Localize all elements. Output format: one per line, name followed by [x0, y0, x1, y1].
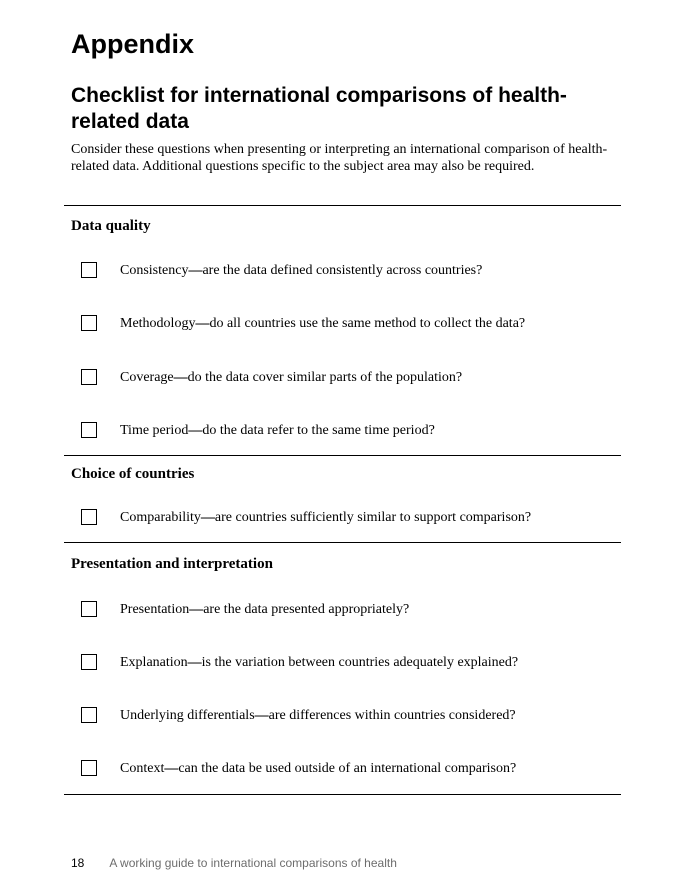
checkbox[interactable]	[81, 262, 97, 278]
item-term: Presentation	[120, 601, 190, 617]
page-footer	[71, 856, 397, 870]
item-question: are differences within countries considered?	[268, 707, 516, 723]
checklist-item-coverage	[81, 368, 462, 386]
item-text	[120, 654, 518, 671]
checkbox[interactable]	[81, 760, 97, 776]
checklist-item-explanation	[81, 653, 518, 671]
item-dash: —	[188, 262, 203, 278]
item-text	[120, 262, 482, 279]
checkbox[interactable]	[81, 601, 97, 617]
item-text	[120, 760, 516, 777]
checklist-item-methodology	[81, 314, 525, 332]
item-dash: —	[189, 601, 204, 617]
item-text	[120, 707, 516, 724]
section-divider	[64, 205, 621, 206]
checkbox[interactable]	[81, 654, 97, 670]
item-term: Explanation	[120, 654, 188, 670]
item-question: do the data cover similar parts of the population?	[187, 369, 463, 385]
item-term: Methodology	[120, 315, 196, 331]
item-term: Comparability	[120, 509, 201, 525]
item-dash: —	[187, 654, 202, 670]
item-question: do all countries use the same method to collect the data?	[209, 315, 526, 331]
checkbox[interactable]	[81, 369, 97, 385]
section-title: Choice of countries	[71, 466, 195, 482]
checklist-item-underlying-differentials	[81, 706, 516, 724]
intro-paragraph: Consider these questions when presenting or interpreting an international comparison of health-related data. Additional questions specific to the subject area may also be required.	[71, 142, 608, 174]
item-term: Time period	[120, 422, 189, 438]
checklist-item-comparability	[81, 508, 531, 526]
item-question: are the data defined consistently across countries?	[202, 262, 483, 278]
checklist-item-consistency	[81, 261, 482, 279]
checklist-item-time-period	[81, 421, 435, 439]
checklist-item-context	[81, 759, 516, 777]
item-term: Underlying differentials	[120, 707, 255, 723]
item-question: are the data presented appropriately?	[203, 601, 410, 617]
checkbox[interactable]	[81, 509, 97, 525]
item-text	[120, 315, 525, 332]
document-title: A working guide to international comparisons of health	[109, 856, 397, 870]
page-heading: Appendix	[71, 29, 195, 59]
item-term: Consistency	[120, 262, 189, 278]
item-dash: —	[200, 509, 215, 525]
section-divider	[64, 794, 621, 795]
checklist-title: Checklist for international comparisons of health-related data	[71, 84, 567, 133]
item-dash: —	[164, 760, 179, 776]
item-question: can the data be used outside of an international comparison?	[178, 760, 517, 776]
item-dash: —	[254, 707, 269, 723]
item-text	[120, 422, 435, 439]
item-dash: —	[195, 315, 210, 331]
item-dash: —	[188, 422, 203, 438]
item-question: do the data refer to the same time period?	[202, 422, 435, 438]
item-text	[120, 369, 462, 386]
section-divider	[64, 542, 621, 543]
checkbox[interactable]	[81, 707, 97, 723]
section-title: Data quality	[71, 218, 151, 234]
checklist-item-presentation	[81, 600, 409, 618]
checkbox[interactable]	[81, 315, 97, 331]
item-text	[120, 509, 531, 526]
item-term: Coverage	[120, 369, 174, 385]
item-question: are countries sufficiently similar to support comparison?	[214, 509, 532, 525]
section-divider	[64, 455, 621, 456]
item-dash: —	[173, 369, 188, 385]
section-title: Presentation and interpretation	[71, 556, 273, 572]
page-number: 18	[71, 856, 85, 870]
item-term: Context	[120, 760, 165, 776]
item-question: is the variation between countries adequately explained?	[201, 654, 519, 670]
item-text	[120, 601, 409, 618]
checkbox[interactable]	[81, 422, 97, 438]
